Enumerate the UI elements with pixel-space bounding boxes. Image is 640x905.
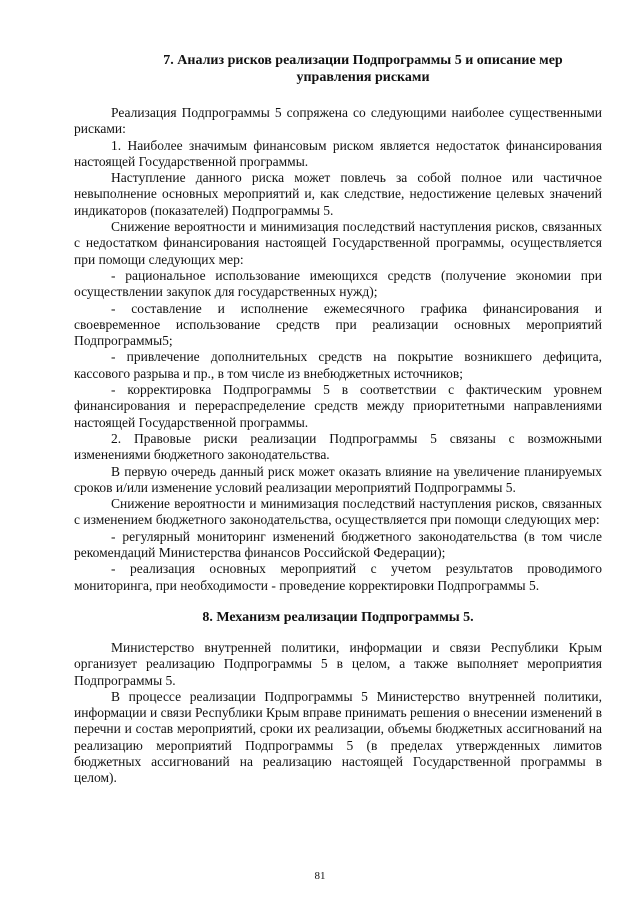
list-item: - привлечение дополнительных средств на покрытие возникшего дефицита, кассового разрыва и пр., в том числе из внебюджетных источников;	[74, 349, 602, 381]
section-7-heading: 7. Анализ рисков реализации Подпрограммы 5 и описание мер управления рисками	[163, 53, 563, 85]
paragraph: 2. Правовые риски реализации Подпрограммы 5 связаны с возможными изменениями бюджетного законодательства.	[74, 430, 602, 463]
section-8-heading: 8. Механизм реализации Подпрограммы 5.	[202, 609, 474, 625]
list-item: - регулярный мониторинг изменений бюджетного законодательства (в том числе рекомендаций Министерства финансов Российской Федерации);	[74, 528, 602, 561]
document-page	[74, 52, 602, 787]
paragraph: Наступление данного риска может повлечь за собой полное или частичное невыполнение основных мероприятий и, как следствие, недостижение целевых значений индикаторов (показателей) Подпрограммы 5.	[74, 170, 602, 218]
page-number: 81	[314, 870, 326, 882]
list-item: - реализация основных мероприятий с учетом результатов проводимого мониторинга, при необходимости - проведение корректировки Подпрограммы 5.	[74, 561, 602, 593]
paragraph: 1. Наиболее значимым финансовым риском является недостаток финансирования настоящей Государственной программы.	[74, 137, 602, 169]
paragraph: Снижение вероятности и минимизация последствий наступления рисков, связанных с изменением бюджетного законодательства, осуществляется при помощи следующих мер:	[74, 496, 602, 528]
list-item: - составление и исполнение ежемесячного графика финансирования и своевременное использование средств при реализации основных мероприятий Подпрограммы5;	[74, 300, 602, 349]
paragraph: В процессе реализации Подпрограммы 5 Министерство внутренней политики, информации и связи Республики Крым вправе принимать решения о внесении изменений в перечни и состав мероприятий, сроки их реализации, объемы бюджетных ассигнований на реализацию мероприятий Подпрограммы 5 (в пределах утвержденных лимитов бюджетных ассигнований на реализацию настоящей Государственной программы в целом).	[74, 688, 602, 786]
paragraph: Снижение вероятности и минимизация последствий наступления рисков, связанных с недостатком финансирования настоящей Государственной программы, осуществляется при помощи следующих мер:	[74, 219, 602, 267]
paragraph: Реализация Подпрограммы 5 сопряжена со следующими наиболее существенными рисками:	[74, 105, 602, 137]
paragraph: В первую очередь данный риск может оказать влияние на увеличение планируемых сроков и/или изменение условий реализации мероприятий Подпрограммы 5.	[74, 463, 602, 495]
paragraph: Министерство внутренней политики, информации и связи Республики Крым организует реализацию Подпрограммы 5 в целом, а также выполняет мероприятия Подпрограммы 5.	[74, 639, 602, 688]
list-item: - рациональное использование имеющихся средств (получение экономии при осуществлении закупок для государственных нужд);	[74, 267, 602, 300]
list-item: - корректировка Подпрограммы 5 в соответствии с фактическим уровнем финансирования и перераспределение средств между приоритетными направлениями настоящей Государственной программы.	[74, 382, 602, 430]
